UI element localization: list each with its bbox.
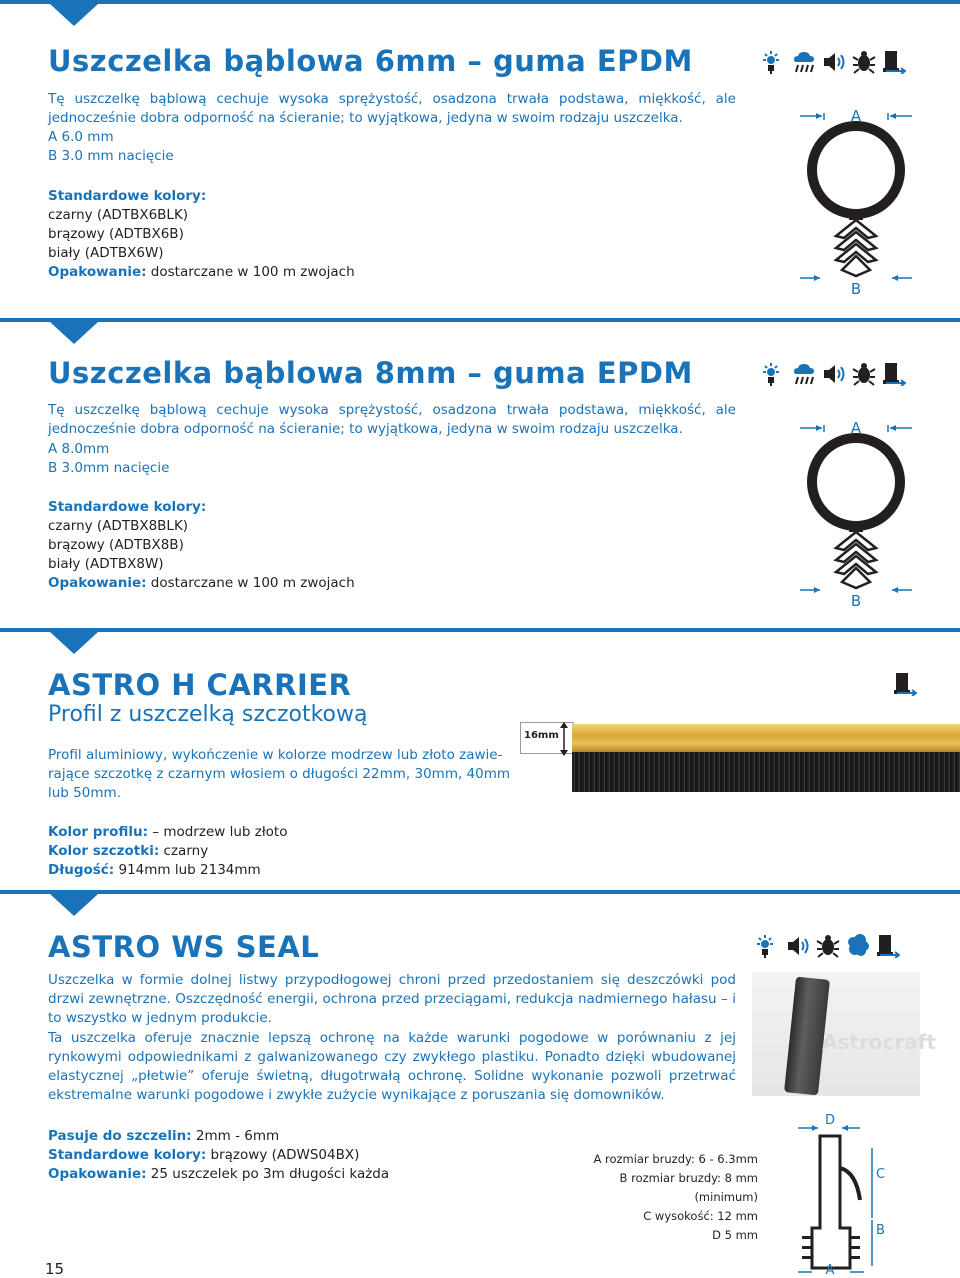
sun-icon <box>762 50 786 74</box>
sun-icon <box>762 362 786 386</box>
section1-title: Uszczelka bąblowa 6mm – guma EPDM <box>48 44 693 78</box>
dim-line: D 5 mm <box>712 1228 758 1242</box>
diagram-label-a: A <box>850 419 862 437</box>
gold-profile <box>572 724 960 752</box>
color-item: czarny (ADTBX6BLK) <box>48 207 189 223</box>
sound-icon <box>822 362 846 386</box>
section-divider <box>0 318 960 322</box>
section2-bulb-diagram <box>800 410 912 610</box>
insect-icon <box>852 50 876 74</box>
description-line: Profil aluminiowy, wykończenie w kolorze modrzew lub złoto zawie- <box>48 747 503 763</box>
rain-icon <box>792 362 816 386</box>
section3-icons <box>893 672 917 696</box>
wind-icon <box>846 934 870 958</box>
dim-line: B rozmiar bruzdy: 8 mm (minimum) <box>619 1171 758 1204</box>
section1-bulb-diagram <box>800 98 912 298</box>
section4-icons <box>756 934 900 958</box>
insect-icon <box>852 362 876 386</box>
photo-watermark: Astrocraft <box>822 1030 937 1054</box>
section1-colors <box>48 187 355 282</box>
description-line: rające szczotkę z czarnym włosiem o długości 22mm, 30mm, 40mm <box>48 766 511 782</box>
black-brush <box>572 752 960 792</box>
draught-icon <box>882 50 906 74</box>
section3-specs <box>48 823 288 880</box>
diagram-label-b: B <box>850 592 862 610</box>
section-divider <box>0 0 960 4</box>
section4-title: ASTRO WS SEAL <box>48 930 320 964</box>
divider-arrow <box>50 894 98 916</box>
section4-dimensions <box>556 1150 758 1245</box>
divider-arrow <box>50 322 98 344</box>
dimension-arrow <box>558 722 570 756</box>
section2-dim-b: B 3.0mm nacięcie <box>48 460 170 476</box>
draught-icon <box>876 934 900 958</box>
sound-icon <box>822 50 846 74</box>
diagram-label-c: C <box>876 1167 886 1182</box>
diagram-label-a: A <box>825 1263 835 1274</box>
color-item: biały (ADTBX6W) <box>48 245 164 261</box>
section1-icons <box>762 50 906 74</box>
diagram-label-a: A <box>850 107 862 125</box>
diagram-label-b: B <box>876 1223 885 1238</box>
description-line: lub 50mm. <box>48 785 121 801</box>
section4-para1: Uszczelka w formie dolnej listwy przypodłogowej chroni przed przedostaniem się deszczówki pod drzwi zewnętrzne. Oszczędność energii, ochrona przed przeciągami, redukcja nadmiernego hałasu – i to wszystko w jednym produkcie. <box>48 972 736 1026</box>
profile-color-line: Kolor profilu: – modrzew lub złoto <box>48 824 288 840</box>
dim-line: A rozmiar bruzdy: 6 - 6.3mm <box>593 1152 758 1166</box>
brush-color-line: Kolor szczotki: czarny <box>48 843 209 859</box>
diagram-label-d: D <box>824 1113 836 1128</box>
section2-dim-a: A 8.0mm <box>48 441 110 457</box>
color-item: brązowy (ADTBX8B) <box>48 537 184 553</box>
dim-line: C wysokość: 12 mm <box>643 1209 758 1223</box>
ws-seal-photo <box>752 972 937 1096</box>
section2-description: Tę uszczelkę bąblową cechuje wysoka sprężystość, osadzona trwała podstawa, miękkość, ale jednocześnie dobra odporność na ścieranie; to wyjątkowa, jedyna w swoim rodzaju uszczelka. <box>48 402 736 437</box>
colors-label: Standardowe kolory: <box>48 188 207 204</box>
draught-icon <box>893 672 917 696</box>
page-number: 15 <box>45 1260 65 1278</box>
section1-description: Tę uszczelkę bąblową cechuje wysoka sprężystość, osadzona trwała podstawa, miękkość, ale jednocześnie dobra odporność na ścieranie; to wyjątkowa, jedyna w swoim rodzaju uszczelka. <box>48 91 736 126</box>
length-line: Długość: 914mm lub 2134mm <box>48 862 261 878</box>
size-label: 16mm <box>524 730 559 741</box>
sun-icon <box>756 934 780 958</box>
h-carrier-image <box>520 722 960 794</box>
divider-arrow <box>50 4 98 26</box>
ws-seal-diagram <box>790 1108 890 1274</box>
sound-icon <box>786 934 810 958</box>
insect-icon <box>816 934 840 958</box>
color-item: czarny (ADTBX8BLK) <box>48 518 189 534</box>
section3-subtitle: Profil z uszczelką szczotkową <box>48 702 368 727</box>
section2-colors <box>48 498 355 593</box>
section-divider <box>0 628 960 632</box>
section2-title: Uszczelka bąblowa 8mm – guma EPDM <box>48 356 693 390</box>
divider-arrow <box>50 632 98 654</box>
packaging-line: Opakowanie: 25 uszczelek po 3m długości każda <box>48 1166 390 1182</box>
packaging-line: Opakowanie: dostarczane w 100 m zwojach <box>48 575 355 591</box>
rain-icon <box>792 50 816 74</box>
section3-title: ASTRO H CARRIER <box>48 668 352 702</box>
colors-label: Standardowe kolory: <box>48 499 207 515</box>
diagram-label-b: B <box>850 280 862 298</box>
section4-specs <box>48 1127 389 1184</box>
section4-para2: Ta uszczelka oferuje znacznie lepszą ochronę na każde warunki pogodowe w porównaniu z jej rynkowymi odpowiednikami z galwanizowanego czy zwykłego plastiku. Ponadto dzięki wbudowanej elastycznej „płetwie” oferuje świetną, długotrwałą ochronę. Solidne wykonanie pozwoli przetrwać ekstremalne warunki pogodowe i zwykłe zużycie wynikające z poruszania się domowników. <box>48 1030 736 1103</box>
color-item: biały (ADTBX8W) <box>48 556 164 572</box>
packaging-line: Opakowanie: dostarczane w 100 m zwojach <box>48 264 355 280</box>
section1-dim-a: A 6.0 mm <box>48 129 114 145</box>
colors-line: Standardowe kolory: brązowy (ADWS04BX) <box>48 1147 360 1163</box>
section2-icons <box>762 362 906 386</box>
fits-line: Pasuje do szczelin: 2mm - 6mm <box>48 1128 280 1144</box>
section1-dim-b: B 3.0 mm nacięcie <box>48 148 174 164</box>
color-item: brązowy (ADTBX6B) <box>48 226 184 242</box>
section3-description <box>48 746 516 803</box>
section-divider <box>0 890 960 894</box>
draught-icon <box>882 362 906 386</box>
